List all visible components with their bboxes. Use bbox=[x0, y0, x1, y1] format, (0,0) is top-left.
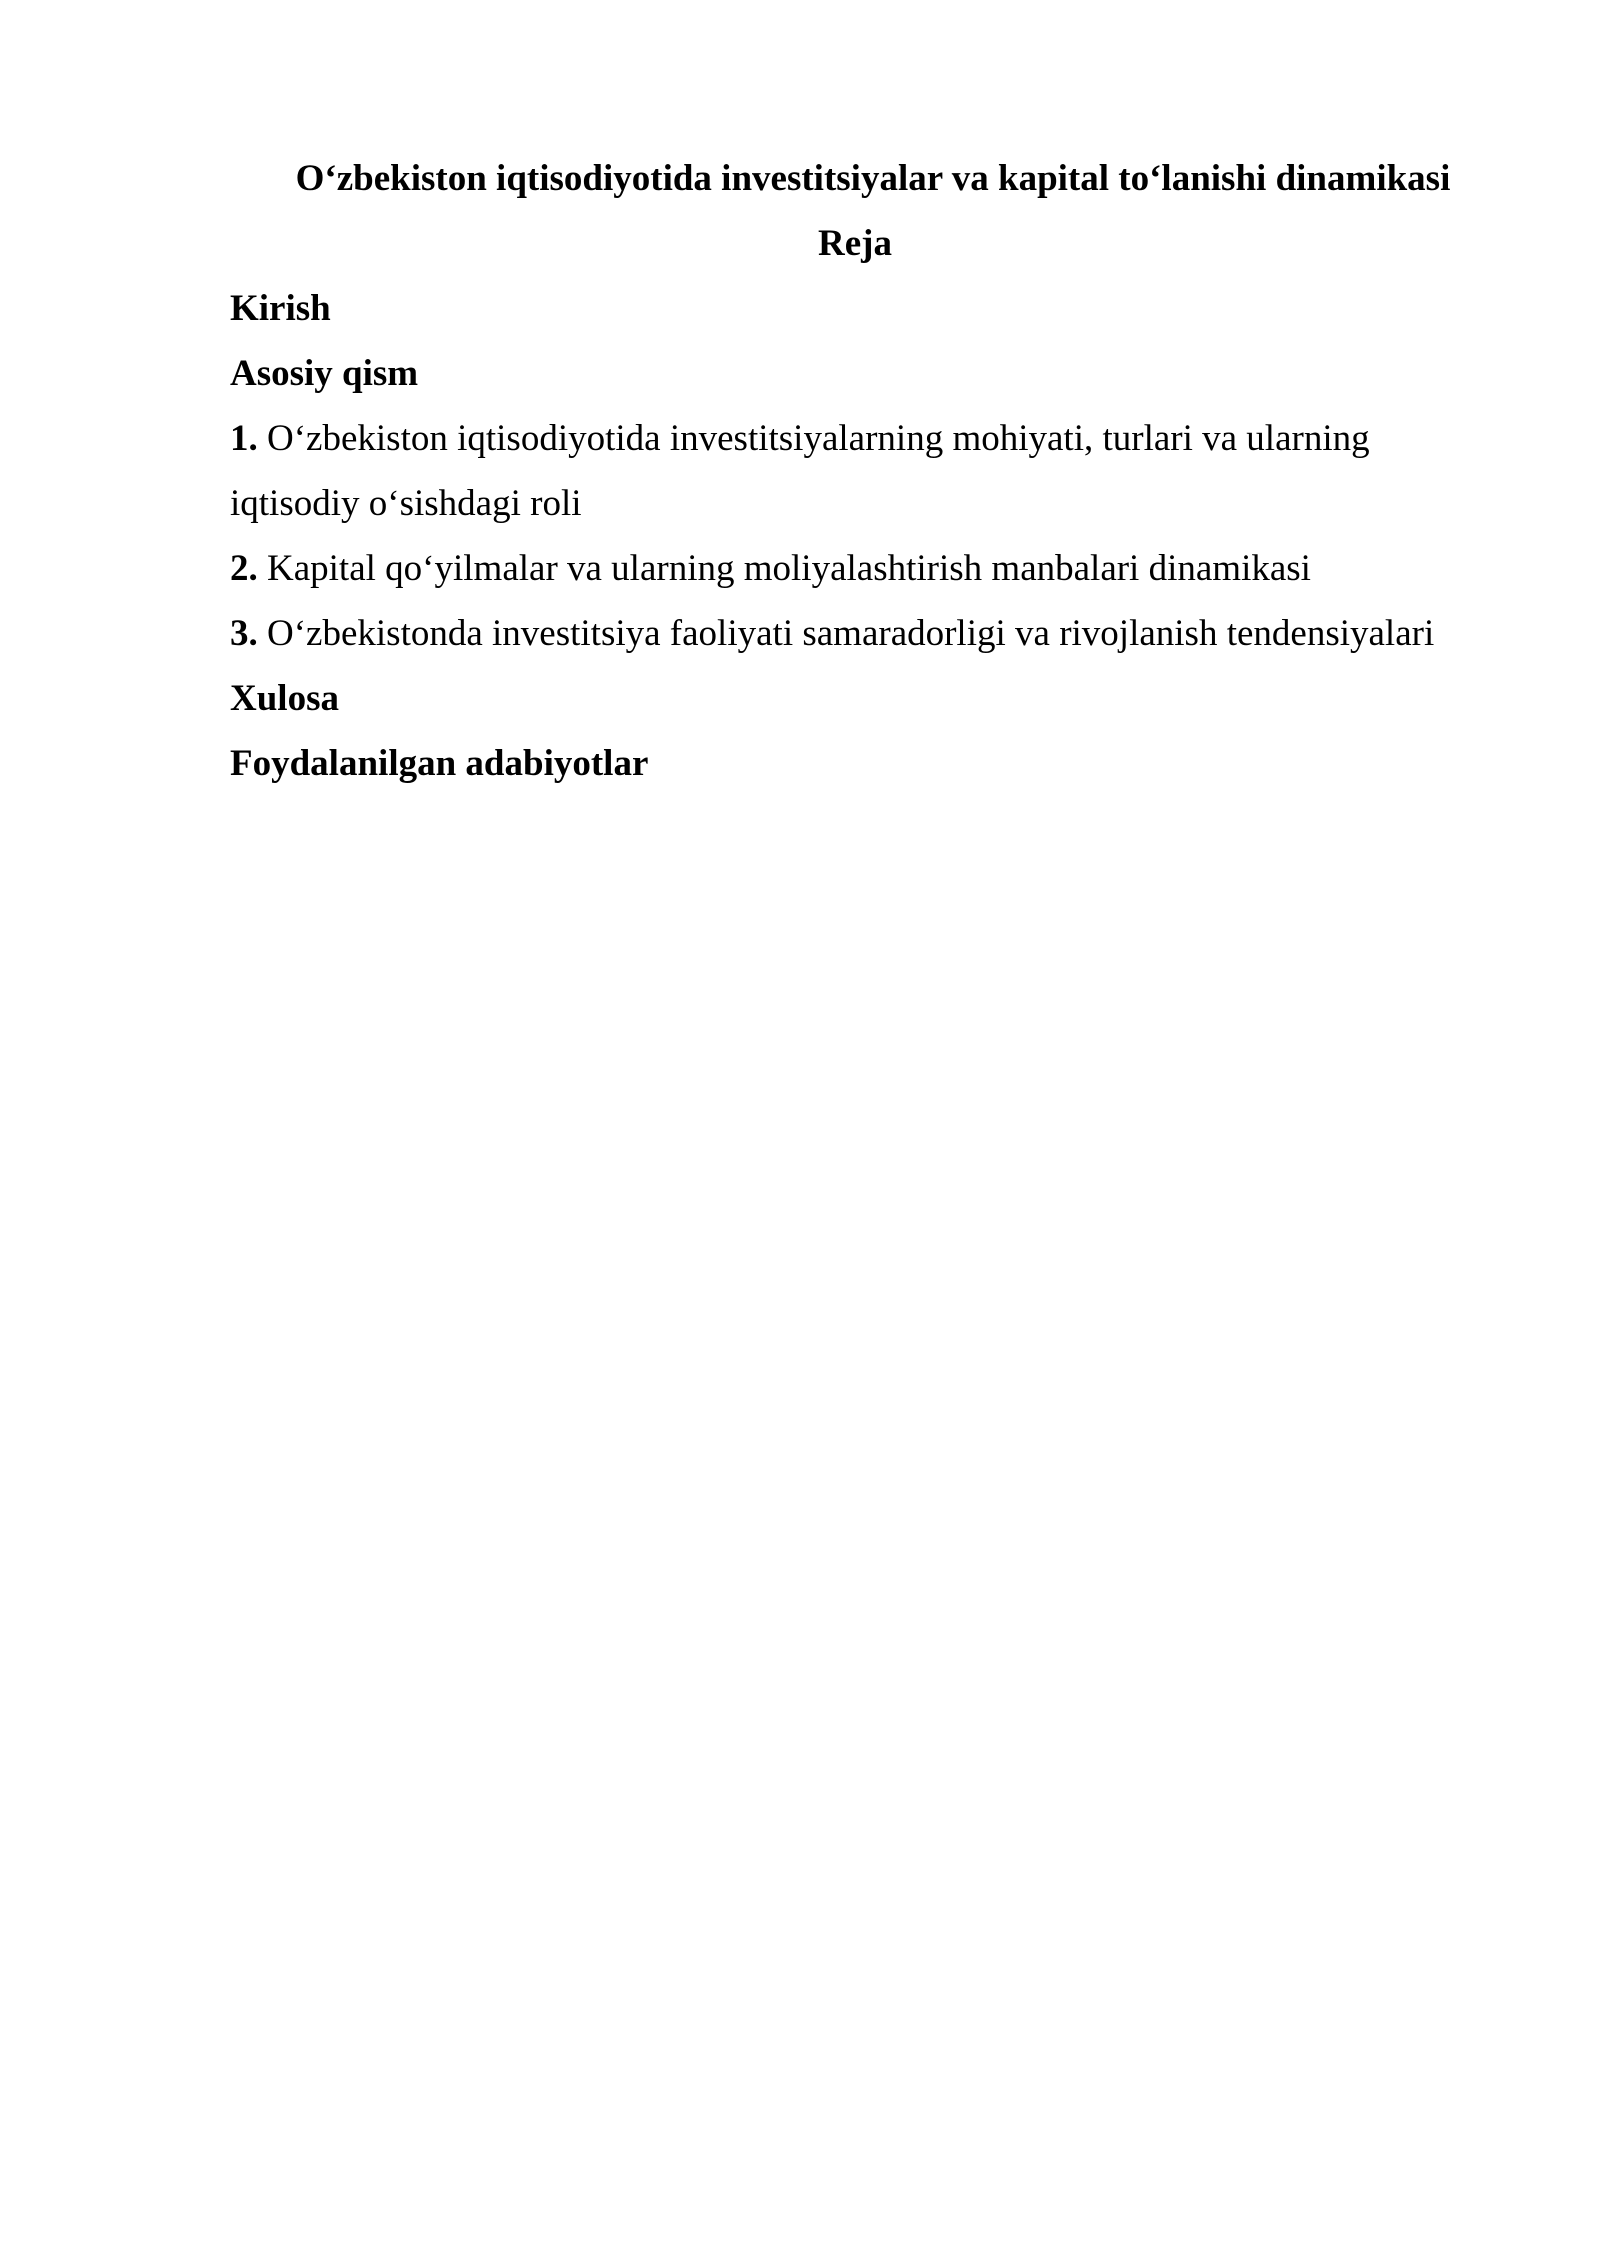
plan-item-text: O‘zbekiston iqtisodiyotida investitsiyalarning mohiyati, turlari va ularning iqtisodiy o‘sishdagi roli bbox=[230, 418, 1370, 524]
plan-item-3 bbox=[230, 601, 1480, 666]
conclusion-label: Xulosa bbox=[230, 678, 339, 719]
document-title: O‘zbekiston iqtisodiyotida investitsiyalar va kapital to‘lanishi dinamikasi bbox=[295, 158, 1451, 199]
document-content bbox=[230, 146, 1480, 796]
references-label: Foydalanilgan adabiyotlar bbox=[230, 743, 649, 784]
plan-item-2 bbox=[230, 536, 1480, 601]
main-part-label: Asosiy qism bbox=[230, 353, 419, 394]
plan-item-number: 2. bbox=[230, 548, 258, 589]
plan-item-number: 3. bbox=[230, 613, 258, 654]
plan-item-number: 1. bbox=[230, 418, 258, 459]
intro-label: Kirish bbox=[230, 288, 331, 329]
plan-item-text: O‘zbekistonda investitsiya faoliyati samaradorligi va rivojlanish tendensiyalari bbox=[267, 613, 1435, 654]
plan-item-1 bbox=[230, 406, 1480, 536]
plan-item-text: Kapital qo‘yilmalar va ularning moliyalashtirish manbalari dinamikasi bbox=[267, 548, 1311, 589]
plan-heading: Reja bbox=[818, 223, 892, 264]
